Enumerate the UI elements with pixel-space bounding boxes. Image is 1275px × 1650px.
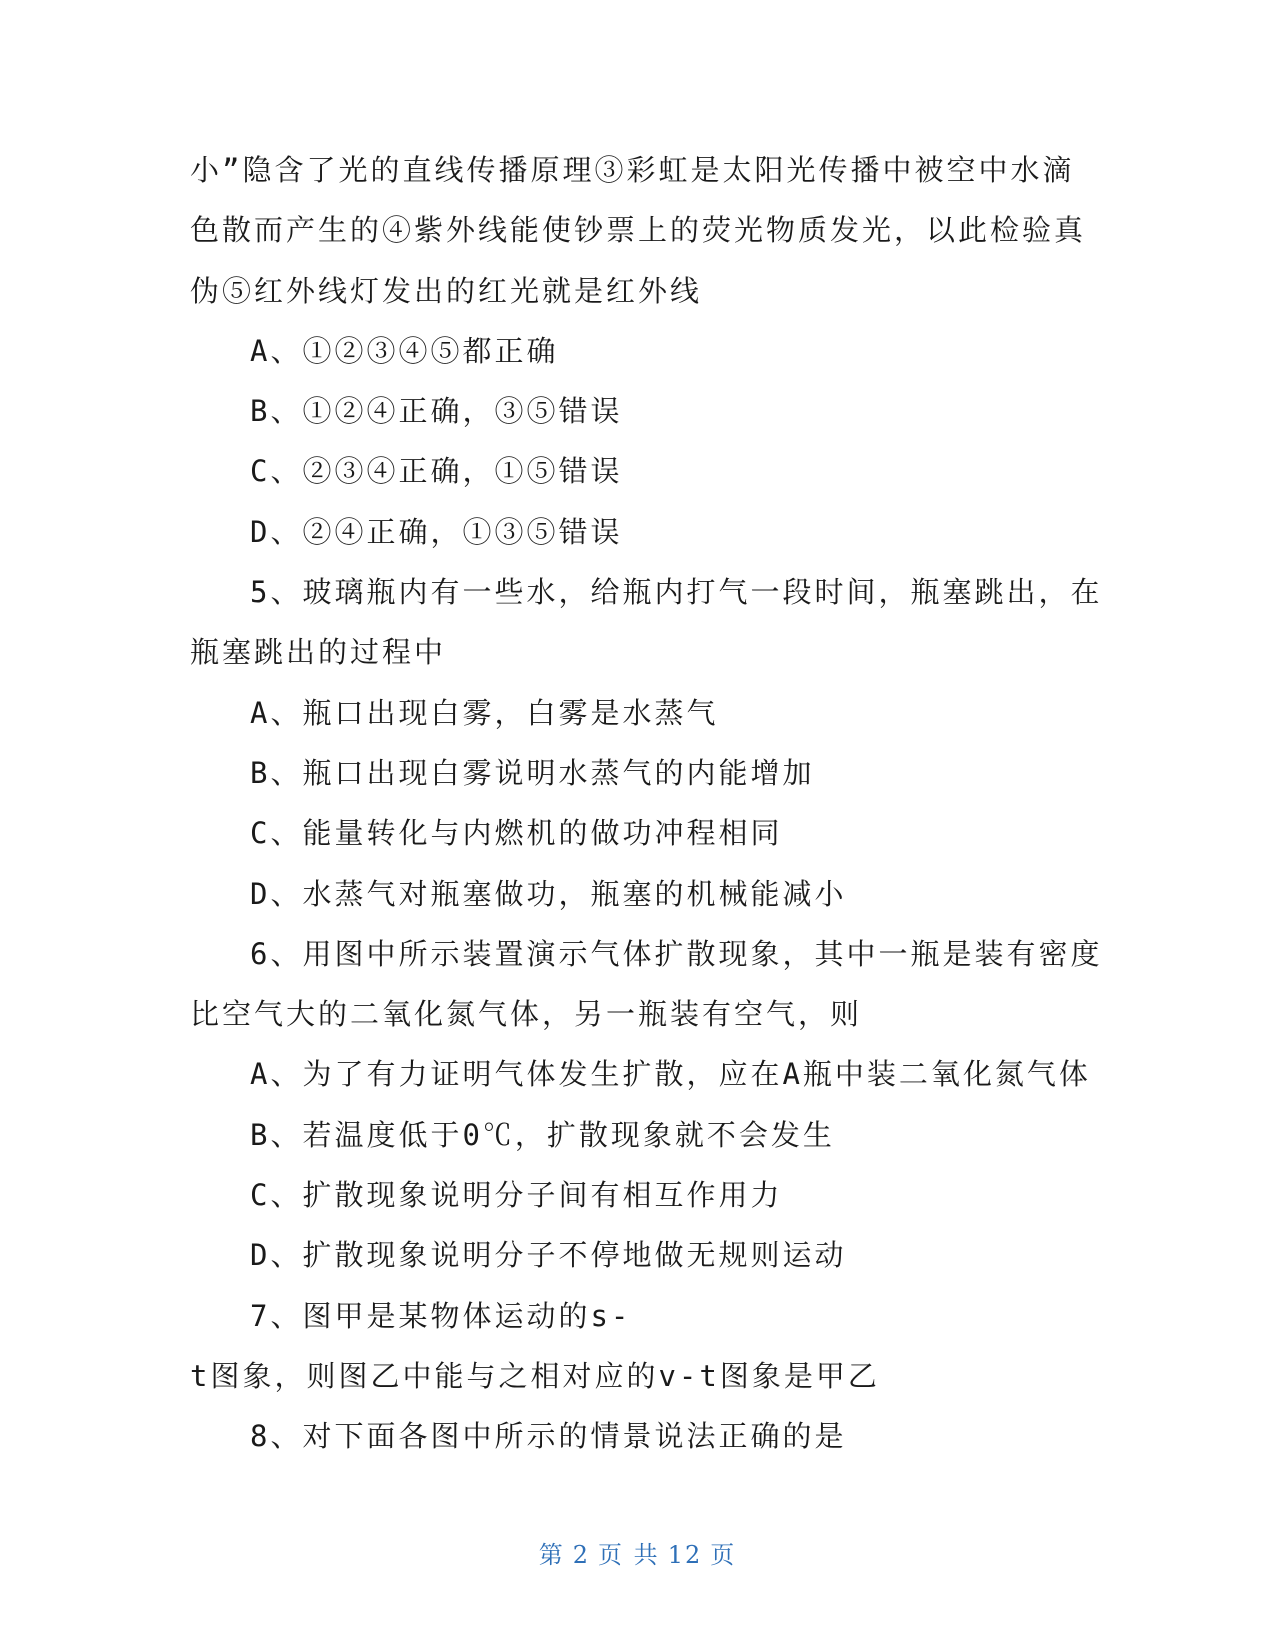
text-line: 小”隐含了光的直线传播原理③彩虹是太阳光传播中被空中水滴 <box>190 153 1075 187</box>
text-line: 瓶塞跳出的过程中 <box>190 635 447 670</box>
text-line: D、水蒸气对瓶塞做功，瓶塞的机械能减小 <box>250 876 847 911</box>
text-line: 6、用图中所示装置演示气体扩散现象，其中一瓶是装有密度 <box>250 936 1103 971</box>
text-line: 伪⑤红外线灯发出的红光就是红外线 <box>190 273 703 308</box>
text-line: B、瓶口出现白雾说明水蒸气的内能增加 <box>250 755 815 790</box>
footer-prefix: 第 <box>538 1541 565 1569</box>
footer-middle: 页 共 <box>598 1541 660 1569</box>
text-line: D、②④正确，①③⑤错误 <box>250 514 623 549</box>
document-body <box>190 140 1103 1467</box>
text-line: 比空气大的二氧化氮气体，另一瓶装有空气，则 <box>190 997 863 1032</box>
text-line: A、为了有力证明气体发生扩散，应在A瓶中装二氧化氮气体 <box>250 1057 1091 1092</box>
text-line: A、①②③④⑤都正确 <box>250 333 559 368</box>
footer-suffix: 页 <box>710 1541 737 1569</box>
text-line: D、扩散现象说明分子不停地做无规则运动 <box>250 1238 847 1273</box>
text-line: C、②③④正确，①⑤错误 <box>250 454 623 489</box>
text-line: C、扩散现象说明分子间有相互作用力 <box>250 1178 783 1213</box>
page-footer <box>0 1535 1275 1570</box>
footer-total-pages: 12 <box>667 1541 703 1569</box>
text-line: 7、图甲是某物体运动的s- <box>250 1298 632 1333</box>
text-line: 5、玻璃瓶内有一些水，给瓶内打气一段时间，瓶塞跳出，在 <box>250 575 1103 610</box>
text-line: A、瓶口出现白雾，白雾是水蒸气 <box>250 695 719 730</box>
text-line: 色散而产生的④紫外线能使钞票上的荧光物质发光，以此检验真 <box>190 213 1087 248</box>
text-line: B、①②④正确，③⑤错误 <box>250 394 623 429</box>
footer-page-number: 2 <box>572 1541 591 1569</box>
text-line: C、能量转化与内燃机的做功冲程相同 <box>250 816 783 851</box>
text-line: t图象，则图乙中能与之相对应的v-t图象是甲乙 <box>190 1358 880 1393</box>
text-line: 8、对下面各图中所示的情景说法正确的是 <box>250 1419 847 1454</box>
text-line: B、若温度低于0℃，扩散现象就不会发生 <box>250 1117 835 1152</box>
